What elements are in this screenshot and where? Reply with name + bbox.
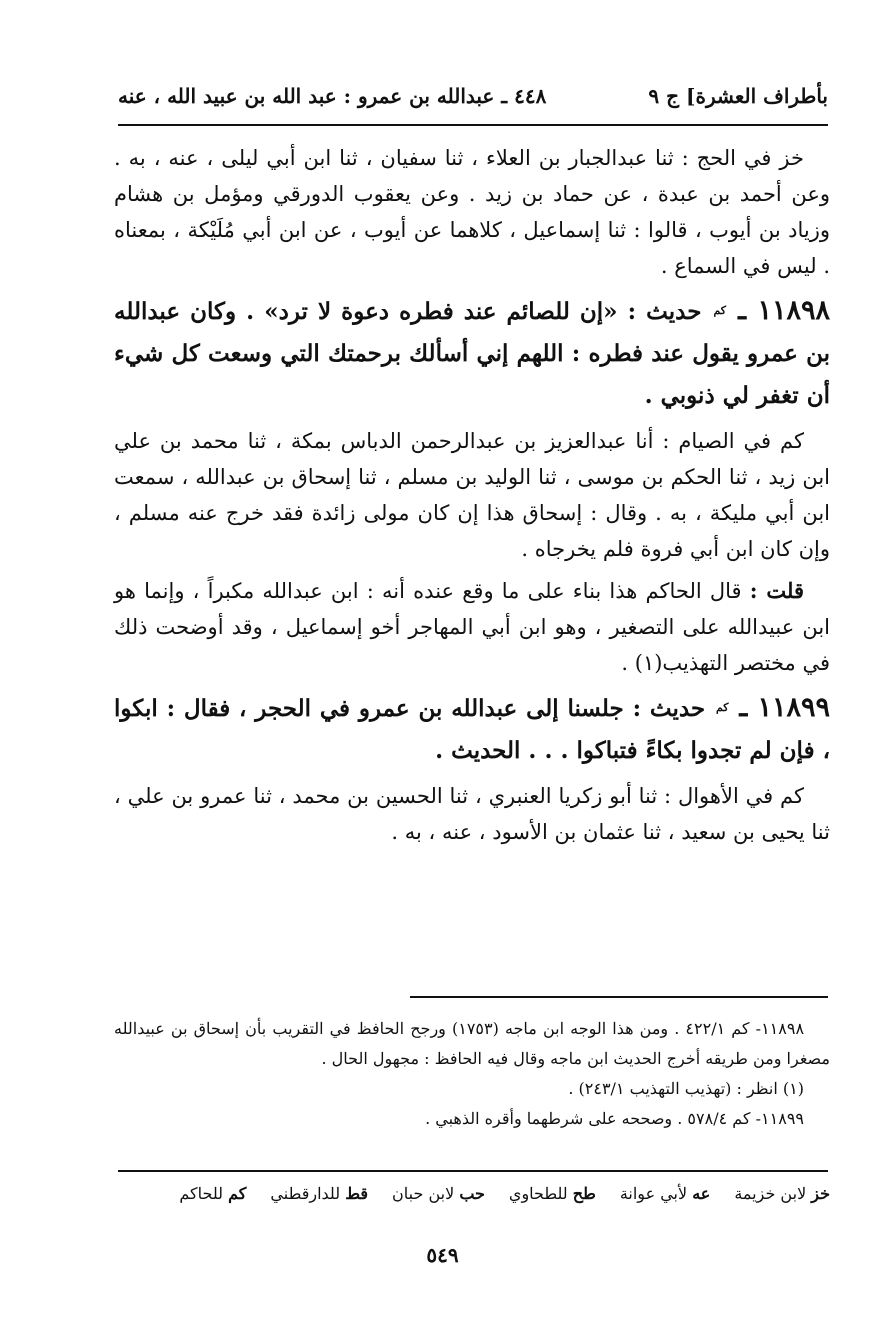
hadith-text: حديث : جلسنا إلى عبدالله بن عمرو في الحجر ، فقال : ابكوا ، فإن لم تجدوا بكاءً فتباكوا . . . الحديث .: [114, 695, 830, 764]
hadith-11898: [114, 290, 830, 417]
header-chapter: ٤٤٨ ـ عبدالله بن عمرو : عبد الله بن عبيد الله ، عنه: [118, 84, 547, 108]
hadith-number: ١١٨٩٨ ـ: [738, 295, 830, 326]
paragraph-ibn-khuzaima: خز في الحج : ثنا عبدالجبار بن العلاء ، ثنا سفيان ، ثنا ابن أبي ليلى ، عنه ، به . وعن أحمد بن عبدة ، عن حماد بن زيد . وعن يعقوب الدورقي ومؤمل بن هشام وزياد بن أيوب ، قالوا : ثنا إسماعيل ، كلاهما عن أيوب ، عن ابن أبي مُلَيْكة ، بمعناه . ليس في السماع .: [114, 146, 830, 278]
hadith-11899: [114, 687, 830, 772]
footnote-rule: [410, 996, 828, 998]
header-volume: بأطراف العشرة] ج ٩: [648, 84, 828, 108]
qult-text: قال الحاكم هذا بناء على ما وقع عنده أنه : ابن عبدالله مكبراً ، وإنما هو ابن عبيدالله على التصغير ، وهو ابن أبي المهاجر أخو إسماعيل ، وقد أوضحت ذلك في مختصر التهذيب(١) .: [114, 579, 830, 675]
paragraph-siyam: كم في الصيام : أنا عبدالعزيز بن عبدالرحمن الدباس بمكة ، ثنا محمد بن علي ابن زيد ، ثنا الحكم بن موسى ، ثنا الوليد بن مسلم ، ثنا إسحاق بن عبدالله ، سمعت ابن أبي مليكة ، به . وقال : إسحاق هذا إن كان مولى زائدة فقد خرج عنه مسلم ، وإن كان ابن أبي فروة فلم يخرجاه .: [114, 429, 830, 561]
page-number: ٥٤٩: [426, 1243, 459, 1267]
abbr-item: خز لابن خزيمة: [734, 1184, 830, 1203]
hadith-text: حديث : «إن للصائم عند فطره دعوة لا ترد» . وكان عبدالله بن عمرو يقول عند فطره : اللهم إني أسألك برحمتك التي وسعت كل شيء أن تغفر لي ذنوبي .: [114, 298, 830, 409]
hadith-number: ١١٨٩٩ ـ: [739, 692, 830, 723]
qult-label: قلت :: [749, 578, 804, 603]
footnotes: [114, 1014, 830, 1134]
source-marker: كم: [715, 701, 729, 714]
running-header: [118, 78, 828, 114]
abbr-item: كم للحاكم: [179, 1184, 247, 1203]
abbr-item: طح للطحاوي: [508, 1184, 596, 1203]
main-text: [114, 140, 830, 856]
abbr-item: حب لابن حبان: [392, 1184, 485, 1203]
footnote-1: (١) انظر : (تهذيب التهذيب ٢٤٣/١) .: [568, 1079, 804, 1098]
abbreviation-key: [114, 1184, 830, 1203]
paragraph-qult: [114, 573, 830, 681]
footnote-11899: ١١٨٩٩- كم ٥٧٨/٤ . وصححه على شرطهما وأقره الذهبي .: [425, 1109, 804, 1128]
source-marker: كم: [713, 304, 727, 317]
abbreviation-rule: [118, 1170, 828, 1172]
abbr-item: قط للدارقطني: [270, 1184, 369, 1203]
abbr-item: عه لأبي عوانة: [619, 1184, 711, 1203]
header-rule: [118, 124, 828, 126]
paragraph-ahwal: كم في الأهوال : ثنا أبو زكريا العنبري ، ثنا الحسين بن محمد ، ثنا عمرو بن علي ، ثنا يحيى بن سعيد ، ثنا عثمان بن الأسود ، عنه ، به .: [114, 784, 830, 844]
footnote-11898: ١١٨٩٨- كم ٤٢٢/١ . ومن هذا الوجه ابن ماجه (١٧٥٣) ورجح الحافظ في التقريب بأن إسحاق بن عبيدالله مصغرا ومن طريقه أخرج الحديث ابن ماجه وقال فيه الحافظ : مجهول الحال .: [114, 1019, 830, 1068]
